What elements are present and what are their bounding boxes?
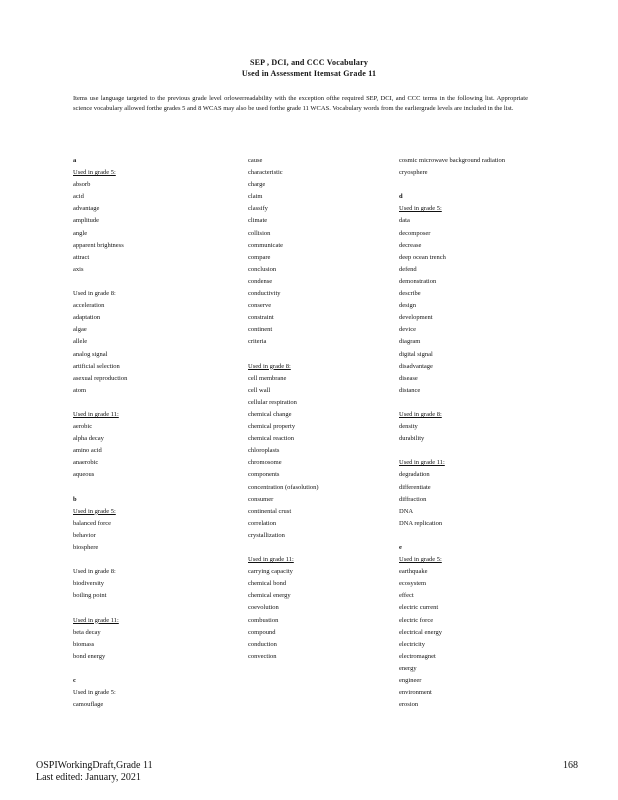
spacer — [73, 276, 233, 288]
vocab-term: chemical reaction — [248, 435, 295, 443]
vocab-term: earthquake — [399, 568, 428, 576]
grade-heading: Used in grade 5: — [73, 689, 116, 697]
vocab-term: design — [399, 302, 416, 310]
vocab-term: energy — [399, 664, 417, 672]
vocab-term: digital signal — [399, 350, 433, 358]
vocab-term: electric current — [399, 604, 439, 612]
vocab-term: conductivity — [248, 290, 281, 298]
vocab-term: describe — [399, 290, 421, 298]
vocab-term: boiling point — [73, 592, 107, 600]
spacer — [399, 179, 591, 191]
vocab-term: attract — [73, 253, 90, 261]
vocab-term: artificial selection — [73, 362, 120, 370]
grade-heading: Used in grade 5: — [399, 205, 442, 213]
vocab-term: conduction — [248, 640, 277, 648]
vocab-term: defend — [399, 265, 417, 273]
vocab-term: data — [399, 217, 410, 225]
vocab-term: cell membrane — [248, 374, 287, 382]
grade-heading: Used in grade 11: — [73, 410, 119, 418]
vocab-term: acceleration — [73, 302, 105, 310]
vocab-term: classify — [248, 205, 268, 213]
vocab-term: camouflage — [73, 701, 104, 709]
letter-heading: d — [399, 193, 403, 201]
vocab-term: advantage — [73, 205, 100, 213]
vocab-term: electric force — [399, 616, 434, 624]
vocab-term: beta decay — [73, 628, 101, 636]
vocab-term: anaerobic — [73, 459, 99, 467]
vocab-term: alpha decay — [73, 435, 104, 443]
vocab-term: crystallization — [248, 531, 285, 539]
vocab-term: differentiate — [399, 483, 431, 491]
footer-edited-date: Last edited: January, 2021 — [36, 772, 141, 783]
vocab-term: cause — [248, 157, 263, 164]
vocab-term: allele — [73, 338, 88, 346]
vocab-term: analog signal — [73, 350, 108, 358]
vocab-term: device — [399, 326, 416, 334]
vocab-term: decomposer — [399, 229, 431, 237]
vocab-term: acid — [73, 193, 84, 201]
grade-heading: Used in grade 11: — [399, 459, 445, 467]
vocab-term: components — [248, 471, 280, 479]
vocab-term: constraint — [248, 314, 274, 322]
grade-heading: Used in grade 5: — [399, 556, 442, 564]
spacer — [399, 530, 591, 542]
spacer — [248, 349, 388, 361]
spacer — [73, 397, 233, 409]
vocab-term: characteristic — [248, 169, 283, 177]
vocab-term: electricity — [399, 640, 425, 648]
vocab-term: electrical energy — [399, 628, 443, 636]
letter-heading: a — [73, 157, 77, 164]
vocab-term: condense — [248, 277, 273, 285]
vocab-term: chromosome — [248, 459, 282, 467]
vocab-term: angle — [73, 229, 88, 237]
vocab-term: effect — [399, 592, 414, 600]
letter-heading: e — [399, 544, 402, 551]
vocab-term: aqueous — [73, 471, 95, 479]
vocab-term: consumer — [248, 495, 274, 503]
spacer — [73, 554, 233, 566]
grade-heading: Used in grade 5: — [73, 169, 116, 177]
grade-heading: Used in grade 5: — [73, 507, 116, 515]
letter-heading: b — [73, 495, 77, 503]
vocab-term: climate — [248, 217, 268, 225]
vocab-term: criteria — [248, 338, 267, 346]
page-number: 168 — [563, 760, 578, 771]
vocab-column-1 — [73, 155, 233, 711]
vocab-term: cosmic microwave background radiation — [399, 157, 505, 164]
spacer — [248, 542, 388, 554]
vocab-term: absorb — [73, 181, 91, 189]
vocab-term: erosion — [399, 701, 419, 709]
vocab-term: bond energy — [73, 652, 106, 660]
vocab-term: disadvantage — [399, 362, 433, 370]
vocab-term: compound — [248, 628, 276, 636]
vocab-term: DNA — [399, 507, 414, 515]
vocab-term: durability — [399, 435, 425, 443]
vocab-term: aerobic — [73, 423, 93, 431]
grade-heading: Used in grade 8: — [399, 410, 442, 418]
vocab-term: coevolution — [248, 604, 279, 612]
grade-heading: Used in grade 8: — [73, 290, 116, 298]
vocab-term: apparent brightness — [73, 241, 124, 249]
spacer — [73, 663, 233, 675]
document-subtitle: Used in Assessment Itemsat Grade 11 — [241, 69, 377, 78]
vocab-column-2 — [248, 155, 388, 663]
vocab-term: charge — [248, 181, 266, 189]
document-title: SEP , DCI, and CCC Vocabulary — [249, 58, 369, 67]
vocab-term: chloroplasts — [248, 447, 280, 455]
vocab-term: compare — [248, 253, 271, 261]
vocab-column-3 — [399, 155, 591, 711]
vocab-term: DNA replication — [399, 519, 443, 527]
spacer — [73, 602, 233, 614]
vocab-term: deep ocean trench — [399, 253, 446, 261]
vocab-term: communicate — [248, 241, 284, 249]
vocab-term: algae — [73, 326, 87, 334]
vocab-term: ecosystem — [399, 580, 427, 588]
vocab-term: engineer — [399, 677, 422, 685]
vocab-term: behavior — [73, 531, 96, 539]
vocab-term: collision — [248, 229, 271, 237]
vocab-term: convection — [248, 652, 277, 660]
vocab-term: degradation — [399, 471, 430, 479]
vocab-term: conserve — [248, 302, 272, 310]
vocab-term: adaptation — [73, 314, 101, 322]
vocab-term: disease — [399, 374, 418, 382]
vocab-term: claim — [248, 193, 263, 201]
vocab-term: environment — [399, 689, 432, 697]
vocab-term: electromagnet — [399, 652, 436, 660]
vocab-term: axis — [73, 265, 84, 273]
vocab-term: asexual reproduction — [73, 374, 128, 382]
grade-heading: Used in grade 11: — [248, 556, 294, 564]
vocab-term: cell wall — [248, 386, 271, 394]
vocab-term: biomass — [73, 640, 95, 648]
vocab-term: chemical energy — [248, 592, 291, 600]
vocab-term: conclusion — [248, 265, 277, 273]
spacer — [399, 445, 591, 457]
vocab-term: development — [399, 314, 433, 322]
footer — [36, 760, 153, 784]
vocab-term: concentration (ofasolution) — [248, 483, 319, 491]
footer-draft-label: OSPIWorkingDraft,Grade 11 — [36, 760, 153, 771]
vocab-term: demonstration — [399, 277, 437, 285]
vocab-term: diffraction — [399, 495, 427, 503]
grade-heading: Used in grade 11: — [73, 616, 119, 624]
vocab-term: atom — [73, 386, 86, 394]
vocab-term: distance — [399, 386, 421, 394]
vocab-term: combustion — [248, 616, 279, 624]
spacer — [73, 482, 233, 494]
vocab-term: balanced force — [73, 519, 112, 527]
vocab-term: diagram — [399, 338, 421, 346]
vocab-term: biodiversity — [73, 580, 105, 588]
intro-paragraph: Items use language targeted to the previous grade level orlowerreadability with the exception ofthe required SEP, DCI, and CCC terms in the following list. Appropriate science vocabulary allowed forthe grades 5 and 8 WCAS may also be used forthe grade 11 WCAS. Vocabulary words from the earliergrade levels are included in the list. — [73, 95, 528, 112]
spacer — [399, 397, 591, 409]
vocab-term: biosphere — [73, 544, 99, 551]
grade-heading: Used in grade 8: — [248, 362, 291, 370]
letter-heading: c — [73, 677, 76, 685]
vocab-term: carrying capacity — [248, 568, 293, 576]
vocab-term: cellular respiration — [248, 398, 297, 406]
vocab-term: chemical property — [248, 423, 296, 431]
vocab-term: continental crust — [248, 507, 292, 515]
vocab-term: correlation — [248, 519, 277, 527]
vocab-term: cryosphere — [399, 169, 428, 177]
grade-heading: Used in grade 8: — [73, 568, 116, 576]
vocab-term: amino acid — [73, 447, 102, 455]
vocab-term: density — [399, 423, 418, 431]
vocab-term: decrease — [399, 241, 422, 249]
vocab-term: chemical change — [248, 410, 292, 418]
vocab-term: continent — [248, 326, 273, 334]
vocab-term: amplitude — [73, 217, 99, 225]
vocab-term: chemical bond — [248, 580, 287, 588]
